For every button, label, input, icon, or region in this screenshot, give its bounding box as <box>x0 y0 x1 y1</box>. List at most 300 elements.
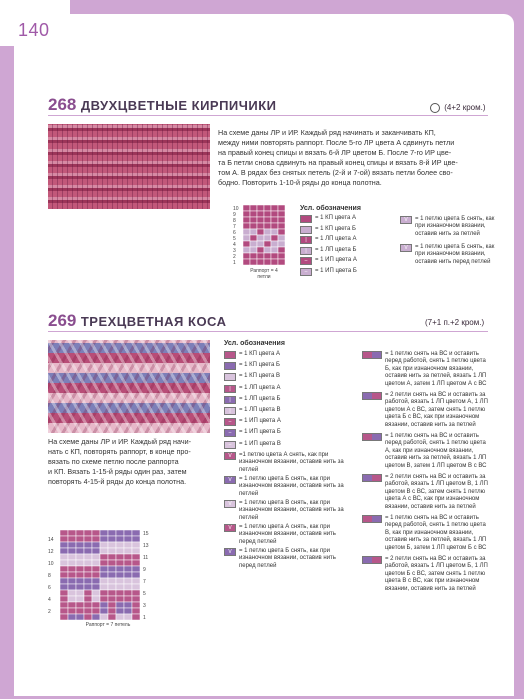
pattern-268-text <box>218 128 488 188</box>
chart-cell <box>271 205 278 211</box>
chart-cell <box>108 590 116 596</box>
chart-cell <box>92 596 100 602</box>
row-number: 2 <box>233 254 236 260</box>
chart-cell <box>132 590 140 596</box>
chart-cell <box>124 536 132 542</box>
chart-cell <box>60 584 68 590</box>
pattern-268-rapport: Раппорт = 4 петли <box>250 268 278 280</box>
stitch-symbol: – <box>300 257 312 265</box>
stitch-symbol <box>224 373 236 381</box>
chart-cell <box>68 584 76 590</box>
pattern-268-rule <box>48 115 488 116</box>
row-number: 1 <box>233 260 236 266</box>
row-number: 1 <box>143 615 146 621</box>
row-number: 11 <box>143 555 149 561</box>
pattern-268-photo <box>48 124 210 209</box>
chart-cell <box>264 259 271 265</box>
chart-cell <box>76 596 84 602</box>
row-number: 12 <box>48 549 54 555</box>
chart-cell <box>84 590 92 596</box>
text-line: между ними повторять раппорт. После 5-го ЛР цвета А сдвинуть петли <box>218 138 455 147</box>
chart-cell <box>84 578 92 584</box>
chart-cell <box>250 253 257 259</box>
stitch-symbol: V <box>224 452 236 460</box>
stitch-symbol: – <box>224 418 236 426</box>
chart-cell <box>124 578 132 584</box>
chart-cell <box>60 554 68 560</box>
stitch-symbol: – <box>300 268 312 276</box>
chart-cell <box>264 211 271 217</box>
legend-label: = 1 петлю цвета В снять, как при изнаночном вязании, оставив нить за петлей <box>239 499 344 521</box>
chart-cell <box>116 560 124 566</box>
chart-cell <box>116 572 124 578</box>
chart-cell <box>60 566 68 572</box>
chart-cell <box>257 253 264 259</box>
legend-label: = 1 ЛП цвета В <box>239 407 281 413</box>
chart-cell <box>257 229 264 235</box>
legend-label: = 1 петлю снять на ВС и оставить перед работой, снять 1 петлю цвета А, как при изнаночном вязании, оставив нить за петлей, вязать 1 ЛП цветом В, затем 1 ЛП цветом В с ВС <box>385 433 487 469</box>
chart-cell <box>108 608 116 614</box>
row-number: 14 <box>48 537 54 543</box>
legend-label: = 1 ЛП цвета А <box>315 236 357 242</box>
text-line: вязать по схеме петлю после раппорта <box>48 457 179 466</box>
legend-label: = 1 петлю цвета Б снять, как при изнаночном вязании, оставив нить за петлей <box>415 216 495 237</box>
chart-cell <box>132 542 140 548</box>
chart-cell <box>76 548 84 554</box>
chart-cell <box>108 602 116 608</box>
chart-cell <box>124 608 132 614</box>
stitch-symbol: | <box>300 247 312 255</box>
chart-cell <box>257 247 264 253</box>
chart-cell <box>76 608 84 614</box>
row-number: 7 <box>143 579 146 585</box>
legend-item <box>400 216 495 238</box>
chart-cell <box>84 548 92 554</box>
stitch-symbol <box>300 226 312 234</box>
stitch-symbol <box>224 351 236 359</box>
chart-cell <box>124 548 132 554</box>
pattern-269-rapport: Раппорт = 7 петель <box>85 622 131 628</box>
chart-cell <box>264 241 271 247</box>
chart-cell <box>100 536 108 542</box>
legend-item <box>300 226 395 234</box>
chart-cell <box>264 205 271 211</box>
stitch-symbol: V <box>224 524 236 532</box>
legend-label: = 1 КП цвета А <box>315 215 357 221</box>
legend-item <box>224 396 352 404</box>
chart-cell <box>108 536 116 542</box>
chart-cell <box>250 211 257 217</box>
legend-item <box>400 244 495 266</box>
chart-cell <box>68 608 76 614</box>
legend-item <box>224 524 352 546</box>
chart-cell <box>116 554 124 560</box>
chart-cell <box>76 554 84 560</box>
chart-cell <box>84 536 92 542</box>
chart-cell <box>278 205 285 211</box>
chart-cell <box>92 542 100 548</box>
cable-symbol <box>362 474 382 482</box>
chart-cell <box>132 572 140 578</box>
chart-cell <box>116 578 124 584</box>
pattern-269-chart <box>48 528 153 628</box>
chart-cell <box>116 530 124 536</box>
stitch-symbol: | <box>224 407 236 415</box>
pattern-269-number: 269 <box>48 311 77 330</box>
text-line: и КП. Вязать 1-15-й ряды один раз, затем <box>48 467 187 476</box>
chart-cell <box>76 542 84 548</box>
chart-cell <box>243 241 250 247</box>
chart-cell <box>264 223 271 229</box>
row-number: 8 <box>48 573 51 579</box>
chart-cell <box>243 223 250 229</box>
row-number: 3 <box>143 603 146 609</box>
legend-item <box>300 215 395 223</box>
chart-cell <box>68 548 76 554</box>
legend-item <box>362 515 490 552</box>
chart-cell <box>124 602 132 608</box>
legend-item <box>362 433 490 470</box>
text-line: на правый конец спицы и вязать 6-й ЛР цветом Б. После 7-го ИР цве- <box>218 148 452 157</box>
chart-cell <box>132 566 140 572</box>
cable-symbol <box>362 433 382 441</box>
legend-label: = 1 петлю цвета Б снять, как при изнаночном вязании, оставив нить перед петлей <box>415 244 495 265</box>
chart-cell <box>92 608 100 614</box>
row-number: 9 <box>143 567 146 573</box>
chart-cell <box>92 614 100 620</box>
chart-cell <box>124 596 132 602</box>
chart-cell <box>100 584 108 590</box>
chart-cell <box>92 584 100 590</box>
legend-item <box>224 351 352 359</box>
legend-label: = 1 петлю снять на ВС и оставить перед работой, снять 1 петлю цвета Б, как при изнаночном вязании, оставив нить за петлей, вязать 1 ЛП цветом А, затем 1 ЛП цветом А с ВС <box>385 351 487 387</box>
chart-cell <box>243 211 250 217</box>
chart-cell <box>278 217 285 223</box>
pattern-268-legend-title: Усл. обозначения <box>300 205 361 212</box>
chart-cell <box>124 554 132 560</box>
chart-cell <box>76 560 84 566</box>
chart-cell <box>250 235 257 241</box>
chart-cell <box>124 614 132 620</box>
chart-cell <box>116 542 124 548</box>
chart-cell <box>100 548 108 554</box>
cable-symbol <box>362 392 382 400</box>
chart-cell <box>84 554 92 560</box>
chart-cell <box>278 229 285 235</box>
stitch-symbol: V <box>224 548 236 556</box>
chart-cell <box>257 241 264 247</box>
chart-cell <box>271 259 278 265</box>
chart-cell <box>68 590 76 596</box>
chart-cell <box>100 596 108 602</box>
chart-cell <box>243 205 250 211</box>
legend-item <box>224 362 352 370</box>
chart-cell <box>84 614 92 620</box>
chart-cell <box>68 578 76 584</box>
stitch-symbol: – <box>224 441 236 449</box>
chart-cell <box>250 223 257 229</box>
row-number: 5 <box>143 591 146 597</box>
chart-cell <box>84 608 92 614</box>
chart-cell <box>257 259 264 265</box>
pattern-269-tag: (7+1 п.+2 кром.) <box>425 318 485 327</box>
chart-cell <box>271 217 278 223</box>
chart-cell <box>68 572 76 578</box>
pattern-269-header <box>48 311 227 331</box>
legend-label: = 1 КП цвета В <box>239 373 281 380</box>
chart-cell <box>76 566 84 572</box>
row-number: 9 <box>233 212 236 218</box>
chart-cell <box>116 602 124 608</box>
chart-cell <box>132 608 140 614</box>
row-number: 4 <box>48 597 51 603</box>
legend-item <box>224 452 352 474</box>
chart-cell <box>132 536 140 542</box>
chart-cell <box>264 247 271 253</box>
yarn-icon <box>430 103 440 113</box>
chart-cell <box>92 530 100 536</box>
chart-cell <box>108 530 116 536</box>
row-number: 15 <box>143 531 149 537</box>
slip-stitch-symbol: V <box>400 216 412 224</box>
cable-symbol <box>362 351 382 359</box>
pattern-269-rule <box>48 331 488 332</box>
chart-cell <box>68 560 76 566</box>
chart-cell <box>108 584 116 590</box>
chart-cell <box>257 223 264 229</box>
cable-symbol <box>362 515 382 523</box>
chart-cell <box>60 614 68 620</box>
chart-cell <box>116 590 124 596</box>
chart-cell <box>84 560 92 566</box>
pattern-268-tag <box>430 103 485 113</box>
chart-cell <box>108 566 116 572</box>
chart-cell <box>92 578 100 584</box>
row-number: 3 <box>233 248 236 254</box>
legend-label: = 1 КП цвета Б <box>239 362 280 369</box>
chart-cell <box>124 590 132 596</box>
chart-cell <box>108 614 116 620</box>
chart-cell <box>132 560 140 566</box>
legend-item <box>362 351 490 388</box>
chart-cell <box>132 614 140 620</box>
chart-cell <box>68 602 76 608</box>
legend-item <box>300 236 395 244</box>
chart-cell <box>100 560 108 566</box>
chart-cell <box>116 536 124 542</box>
pattern-268-tag-label: (4+2 кром.) <box>444 103 486 113</box>
stitch-symbol: | <box>224 385 236 393</box>
chart-cell <box>68 566 76 572</box>
chart-cell <box>116 614 124 620</box>
row-number: 13 <box>143 543 149 549</box>
chart-cell <box>76 530 84 536</box>
chart-cell <box>108 554 116 560</box>
chart-cell <box>250 229 257 235</box>
chart-cell <box>108 560 116 566</box>
row-number: 7 <box>233 224 236 230</box>
chart-cell <box>132 578 140 584</box>
text-line: та Б петли снова сдвинуть на правый конец спицы и вязать 8-й ИР цве- <box>218 158 458 167</box>
chart-cell <box>250 217 257 223</box>
chart-cell <box>68 596 76 602</box>
pattern-268-title: ДВУХЦВЕТНЫЕ КИРПИЧИКИ <box>80 98 277 113</box>
legend-item <box>300 257 395 265</box>
chart-cell <box>60 536 68 542</box>
chart-cell <box>250 247 257 253</box>
legend-item <box>362 556 490 593</box>
chart-cell <box>278 247 285 253</box>
chart-cell <box>278 235 285 241</box>
chart-cell <box>132 602 140 608</box>
legend-item <box>362 392 490 429</box>
legend-label: = 1 ИП цвета Б <box>239 429 281 436</box>
legend-label: = 2 петли снять на ВС и оставить за работой, вязать 1 ЛП цветом Б, 1 ЛП цветом Б с ВС, затем снять 1 петлю цвета В с ВС, как при изнаночном вязании, оставив нить за петлей <box>385 556 488 592</box>
legend-label: = 1 ИП цвета А <box>239 418 281 425</box>
chart-cell <box>278 241 285 247</box>
legend-label: = 1 КП цвета А <box>239 351 281 357</box>
chart-cell <box>124 530 132 536</box>
chart-cell <box>68 530 76 536</box>
chart-cell <box>132 584 140 590</box>
chart-cell <box>116 596 124 602</box>
chart-cell <box>60 602 68 608</box>
pattern-269-text <box>48 437 218 487</box>
chart-cell <box>76 536 84 542</box>
chart-cell <box>60 560 68 566</box>
stitch-symbol: | <box>224 396 236 404</box>
pattern-268-header <box>48 95 277 115</box>
chart-cell <box>271 223 278 229</box>
row-number: 6 <box>233 230 236 236</box>
chart-cell <box>68 614 76 620</box>
chart-cell <box>116 608 124 614</box>
chart-cell <box>76 584 84 590</box>
legend-label: = 1 петлю цвета Б снять, как при изнаночном вязании, оставив нить перед петлей <box>239 547 336 569</box>
pattern-269-photo <box>48 340 210 433</box>
stitch-symbol: V <box>224 476 236 484</box>
chart-cell <box>278 223 285 229</box>
pattern-269-title: ТРЕХЦВЕТНАЯ КОСА <box>80 314 227 329</box>
chart-cell <box>278 259 285 265</box>
row-number: 8 <box>233 218 236 224</box>
chart-cell <box>271 229 278 235</box>
text-line: На схеме даны ЛР и ИР. Каждый ряд начинать и заканчивать КП, <box>218 128 436 137</box>
chart-cell <box>108 596 116 602</box>
chart-cell <box>60 548 68 554</box>
legend-item <box>224 441 352 449</box>
legend-item <box>224 373 352 381</box>
legend-item <box>224 385 352 393</box>
chart-cell <box>100 602 108 608</box>
chart-cell <box>92 554 100 560</box>
chart-cell <box>243 247 250 253</box>
chart-cell <box>264 217 271 223</box>
chart-cell <box>257 211 264 217</box>
chart-cell <box>243 229 250 235</box>
chart-cell <box>264 253 271 259</box>
chart-cell <box>132 548 140 554</box>
chart-cell <box>60 596 68 602</box>
chart-cell <box>271 235 278 241</box>
chart-cell <box>264 229 271 235</box>
row-number: 10 <box>48 561 54 567</box>
chart-cell <box>84 530 92 536</box>
chart-cell <box>92 566 100 572</box>
chart-cell <box>132 554 140 560</box>
chart-cell <box>124 566 132 572</box>
chart-cell <box>84 596 92 602</box>
chart-cell <box>243 217 250 223</box>
chart-cell <box>84 584 92 590</box>
chart-cell <box>250 241 257 247</box>
chart-cell <box>250 259 257 265</box>
row-number: 10 <box>233 206 239 212</box>
legend-label: = 1 петлю цвета А снять, как при изнаночном вязании, оставив нить перед петлей <box>239 523 336 545</box>
stitch-symbol: – <box>224 429 236 437</box>
legend-item <box>224 407 352 415</box>
chart-cell <box>243 235 250 241</box>
legend-item <box>300 247 395 255</box>
chart-cell <box>257 205 264 211</box>
chart-cell <box>84 566 92 572</box>
legend-label: = 1 ЛП цвета Б <box>315 246 357 253</box>
chart-cell <box>60 590 68 596</box>
chart-cell <box>108 578 116 584</box>
chart-cell <box>100 578 108 584</box>
slip-stitch-symbol: V <box>400 244 412 252</box>
chart-cell <box>92 590 100 596</box>
legend-label: = 1 ЛП цвета А <box>239 384 281 391</box>
row-number: 5 <box>233 236 236 242</box>
legend-label: = 1 петлю снять на ВС и оставить перед работой, снять 1 петлю цвета В, как при изнаночном вязании, оставив нить за петлей, вязать 1 ЛП цветом Б, затем 1 ЛП цветом Б с ВС <box>385 515 487 551</box>
chart-cell <box>92 560 100 566</box>
chart-cell <box>257 217 264 223</box>
text-line: том А. В рядах без снятых петель (2-й и 7-ой) вязать петли более сво- <box>218 168 453 177</box>
chart-cell <box>243 259 250 265</box>
chart-cell <box>92 536 100 542</box>
legend-label: = 1 ИП цвета В <box>239 440 281 447</box>
chart-cell <box>116 548 124 554</box>
chart-cell <box>100 572 108 578</box>
text-line: нать с КП, повторять раппорт, в конце про- <box>48 447 191 456</box>
chart-cell <box>124 572 132 578</box>
legend-item <box>224 418 352 426</box>
chart-cell <box>132 596 140 602</box>
stitch-symbol <box>300 215 312 223</box>
chart-cell <box>76 578 84 584</box>
chart-cell <box>124 542 132 548</box>
cable-symbol <box>362 556 382 564</box>
chart-cell <box>92 548 100 554</box>
chart-cell <box>60 578 68 584</box>
chart-cell <box>84 542 92 548</box>
legend-label: = 2 петли снять на ВС и оставить за работой, вязать 1 ЛП цветом А, 1 ЛП цветом А с ВС, затем снять 1 петлю цвета Б с ВС, как при изнаночном вязании, оставив нить за петлей <box>385 392 488 428</box>
legend-label: = 1 петлю цвета Б снять, как при изнаночном вязании, оставив нить за петлей <box>239 475 344 497</box>
stitch-symbol: | <box>300 236 312 244</box>
pattern-268-chart <box>233 203 293 278</box>
legend-label: = 1 ЛП цвета Б <box>239 395 281 402</box>
chart-cell <box>92 602 100 608</box>
chart-cell <box>76 590 84 596</box>
chart-cell <box>271 211 278 217</box>
chart-cell <box>108 572 116 578</box>
chart-cell <box>84 572 92 578</box>
legend-item <box>224 500 352 522</box>
text-line: На схеме даны ЛР и ИР. Каждый ряд начи- <box>48 437 191 446</box>
legend-item <box>224 548 352 570</box>
legend-label: = 2 петли снять на ВС и оставить за работой, вязать 1 ЛП цветом В, 1 ЛП цветом В с ВС, затем снять 1 петлю цвета А с ВС, как при изнаночном вязании, оставив нить за петлей <box>385 474 488 510</box>
